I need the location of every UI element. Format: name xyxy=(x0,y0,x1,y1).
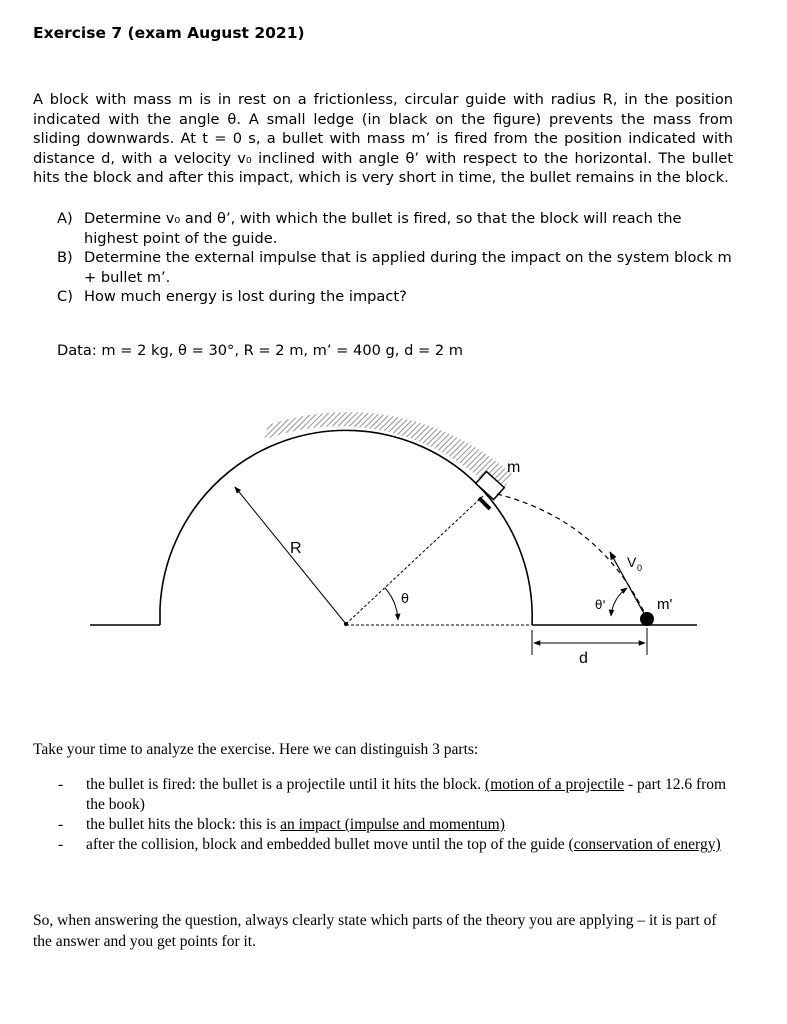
question-label: B) xyxy=(57,249,73,267)
list-item xyxy=(58,815,738,835)
question-list xyxy=(57,209,737,307)
part-text: the bullet hits the block: this is an impact (impulse and momentum) xyxy=(86,816,505,833)
part-text: after the collision, block and embedded bullet move until the top of the guide (conservation of energy) xyxy=(86,836,721,853)
list-item xyxy=(58,775,738,815)
question-text: Determine v₀ and θ’, with which the bullet is fired, so that the block will reach the highest point of the guide. xyxy=(84,210,682,247)
theta-prime-arc xyxy=(611,588,627,616)
dash-bullet: - xyxy=(58,816,64,833)
parts-list xyxy=(58,775,738,855)
question-label: C) xyxy=(57,288,73,306)
question-item xyxy=(57,209,737,248)
label-m-prime: m' xyxy=(657,596,673,613)
ledge xyxy=(479,498,490,509)
guide-diagram xyxy=(0,395,787,680)
question-label: A) xyxy=(57,210,73,227)
question-item xyxy=(57,287,737,307)
question-item xyxy=(57,248,737,287)
question-text: Determine the external impulse that is applied during the impact on the system block m + bullet m’. xyxy=(84,249,732,286)
block-radius-line xyxy=(346,496,483,624)
theory-link-impact[interactable]: an impact (impulse and momentum) xyxy=(280,816,505,833)
label-theta: θ xyxy=(401,592,409,607)
dash-bullet: - xyxy=(58,776,64,793)
theory-link-projectile[interactable]: (motion of a projectile xyxy=(485,776,625,793)
label-v0-subscript: 0 xyxy=(637,563,643,573)
label-d: d xyxy=(579,650,588,667)
label-theta-prime: θ' xyxy=(595,598,606,612)
problem-statement: A block with mass m is in rest on a frictionless, circular guide with radius R, in the position indicated with the angle θ. A small ledge (in black on the figure) prevents the mass from sliding downwards. At t = 0 s, a bullet with mass m’ is fired from the position indicated with distance d, with a velocity v₀ inclined with angle θ’ with respect to the horizontal. The bullet hits the block and after this impact, which is very short in time, the bullet remains in the block. xyxy=(33,91,733,187)
question-text: How much energy is lost during the impact? xyxy=(84,288,407,306)
theory-link-energy[interactable]: (conservation of energy) xyxy=(568,836,721,853)
given-data: Data: m = 2 kg, θ = 30°, R = 2 m, m’ = 400 g, d = 2 m xyxy=(57,342,463,359)
closing-note: So, when answering the question, always clearly state which parts of the theory you are applying – it is part of the answer and you get points for it. xyxy=(33,912,717,950)
label-v0: V xyxy=(627,554,637,570)
projectile-trajectory xyxy=(497,494,646,616)
exercise-title: Exercise 7 (exam August 2021) xyxy=(33,24,305,42)
theta-arc xyxy=(385,588,398,620)
parts-intro: Take your time to analyze the exercise. Here we can distinguish 3 parts: xyxy=(33,741,479,758)
label-m: m xyxy=(507,459,521,476)
part-text: the bullet is fired: the bullet is a projectile until it hits the block. (motion of a projectile - part 12.6 from the book) xyxy=(86,776,727,813)
label-R: R xyxy=(290,540,302,557)
list-item xyxy=(58,835,738,855)
dash-bullet: - xyxy=(58,836,64,853)
